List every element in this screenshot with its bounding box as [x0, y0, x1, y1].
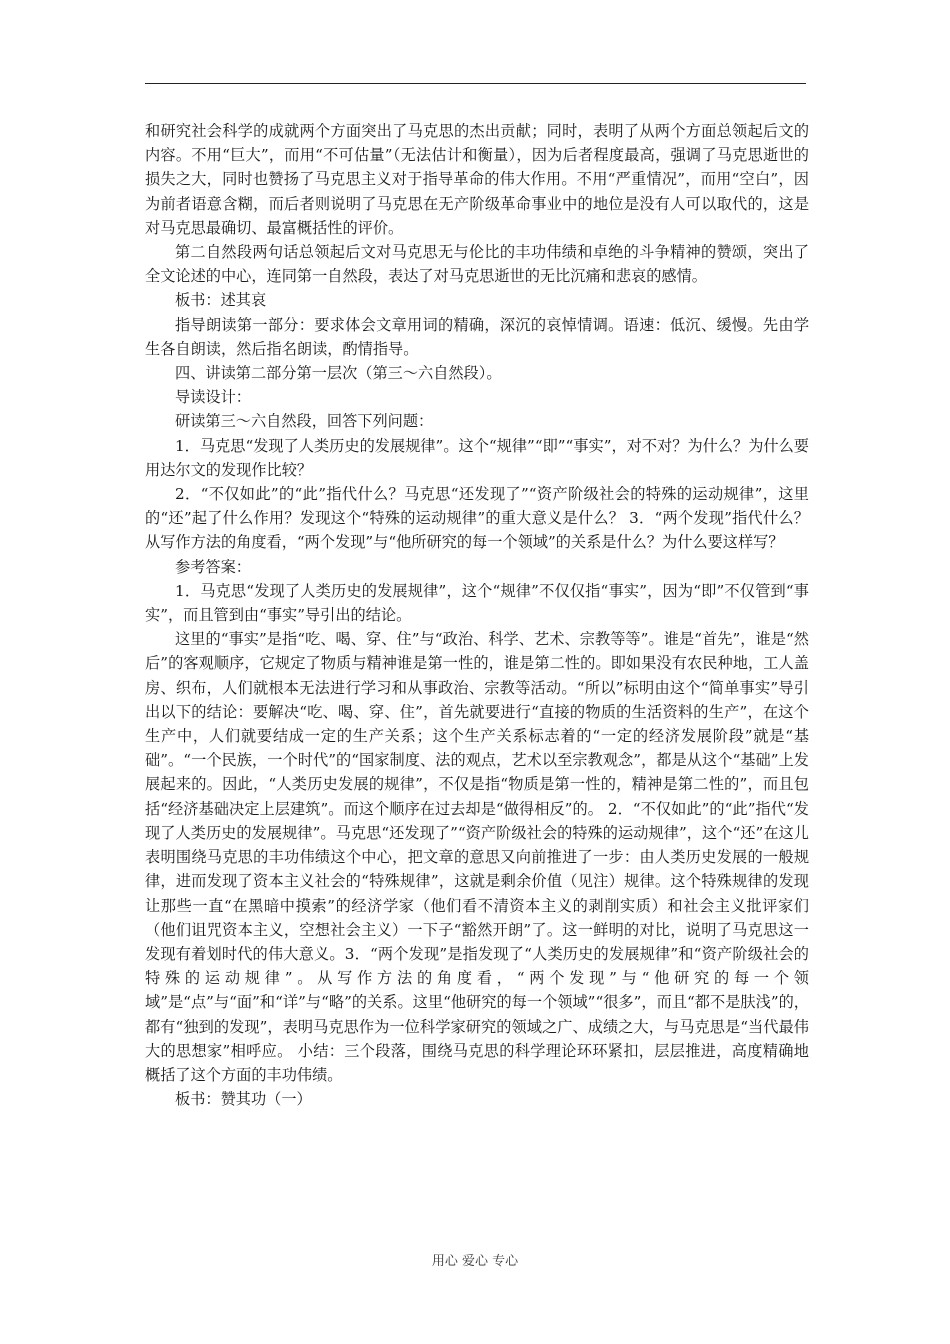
header-rule: [145, 83, 806, 84]
paragraph: 参考答案：: [175, 557, 251, 576]
paragraph: 2．“不仅如此”的“此”指代什么？马克思“还发现了”“资产阶级社会的特殊的运动规律”，这里的“还”起了什么作用？发现这个“特殊的运动规律”的重大意义是什么？ 3．“两个发现”指代什么？从写作方法的角度看，“两个发现”与“他所研究的每一个领域”的关系是什么？为什么要这样写？: [145, 485, 809, 552]
paragraph: 1．马克思“发现了人类历史的发展规律”。这个“规律”“即”“事实”，对不对？为什么？为什么要用达尔文的发现作比较？: [145, 436, 809, 479]
paragraph: 板书：赞其功（一）: [175, 1090, 312, 1109]
paragraph: 导读设计：: [175, 388, 251, 407]
paragraph: 第二自然段两句话总领起后文对马克思无与伦比的丰功伟绩和卓绝的斗争精神的赞颂，突出了全文论述的中心，连同第一自然段，表达了对马克思逝世的无比沉痛和悲哀的感情。: [145, 243, 809, 286]
paragraph: 板书：述其哀: [175, 291, 267, 310]
page-footer: 用心 爱心 专心: [431, 1254, 519, 1269]
document-body: [145, 119, 809, 1111]
paragraph: 和研究社会科学的成就两个方面突出了马克思的杰出贡献；同时，表明了从两个方面总领起后文的内容。不用“巨大”，而用“不可估量”（无法估计和衡量），因为后者程度最高，强调了马克思逝世的损失之大，同时也赞扬了马克思主义对于指导革命的伟大作用。不用“严重情况”，而用“空白”，因为前者语意含糊，而后者则说明了马克思在无产阶级革命事业中的地位是没有人可以取代的，这是对马克思最确切、最富概括性的评价。: [145, 122, 809, 237]
paragraph: 指导朗读第一部分：要求体会文章用词的精确，深沉的哀悼情调。语速：低沉、缓慢。先由学生各自朗读，然后指名朗读，酌情指导。: [145, 315, 809, 358]
paragraph: 这里的“事实”是指“吃、喝、穿、住”与“政治、科学、艺术、宗教等等”。谁是“首先”，谁是“然后”的客观顺序，它规定了物质与精神谁是第一性的，谁是第二性的。即如果没有农民种地，工人盖房、织布，人们就根本无法进行学习和从事政治、宗教等活动。“所以”标明由这个“简单事实”导引出以下的结论：要解决“吃、喝、穿、住”，首先就要进行“直接的物质的生活资料的生产”，在这个生产中，人们就要结成一定的生产关系；这个生产关系标志着的“一定的经济发展阶段”就是“基础”。“一个民族，一个时代”的“国家制度、法的观点，艺术以至宗教观念”，都是从这个“基础”上发展起来的。因此，“人类历史发展的规律”，不仅是指“物质是第一性的，精神是第二性的”，而且包括“经济基础决定上层建筑”。而这个顺序在过去却是“做得相反”的。 2．“不仅如此”的“此”指代“发现了人类历史的发展规律”。马克思“还发现了”“资产阶级社会的特殊的运动规律”，这个“还”在这儿表明围绕马克思的丰功伟绩这个中心，把文章的意思又向前推进了一步：由人类历史发展的一般规律，进而发现了资本主义社会的“特殊规律”，这就是剩余价值（见注）规律。这个特殊规律的发现让那些一直“在黑暗中摸索”的经济学家（他们看不清资本主义的剥削实质）和社会主义批评家们（他们诅咒资本主义，空想社会主义）一下子“豁然开朗”了。这一鲜明的对比，说明了马克思这一发现有着划时代的伟大意义。3．“两个发现”是指发现了“人类历史的发展规律”和“资产阶级社会的特殊的运动规律”。从写作方法的角度看，“两个发现”与“他研究的每一个领域”是“点”与“面”和“详”与“略”的关系。这里“他研究的每一个领域”“很多”，而且“都不是肤浅”的，都有“独到的发现”，表明马克思作为一位科学家研究的领域之广、成绩之大，与马克思是“当代最伟大的思想家”相呼应。 小结：三个段落，围绕马克思的科学理论环环紧扣，层层推进，高度精确地概括了这个方面的丰功伟绩。: [145, 630, 809, 1084]
paragraph: 1．马克思“发现了人类历史的发展规律”，这个“规律”不仅仅指“事实”，因为“即”不仅管到“事实”，而且管到由“事实”导引出的结论。: [145, 581, 809, 625]
paragraph: 四、讲读第二部分第一层次（第三～六自然段）。: [175, 364, 502, 383]
paragraph: 研读第三～六自然段，回答下列问题：: [175, 412, 434, 431]
